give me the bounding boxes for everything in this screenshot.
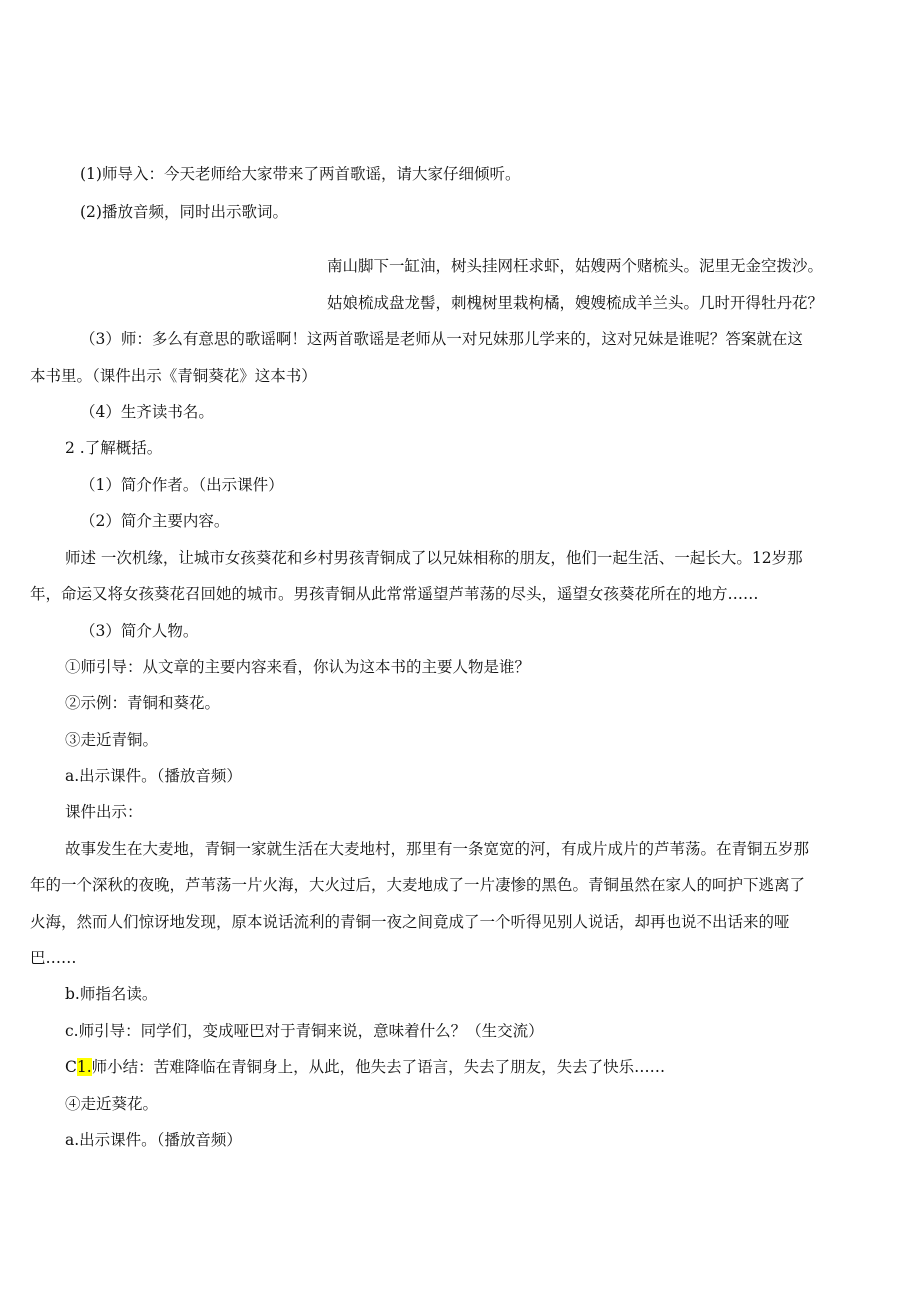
text-line: ③走近青铜。 xyxy=(65,731,159,749)
text-line: a.出示课件。（播放音频） xyxy=(65,767,242,785)
text-line: b.师指名读。 xyxy=(65,985,158,1003)
text-line: 故事发生在大麦地，青铜一家就生活在大麦地村，那里有一条宽宽的河，有成片成片的芦苇荡。在青铜五岁那 xyxy=(65,840,810,858)
text-line: ②示例：青铜和葵花。 xyxy=(65,694,221,712)
text-line: (2)播放音频，同时出示歌词。 xyxy=(80,203,288,221)
c1-marker-highlight: 1. xyxy=(76,1058,92,1076)
text-line: (1)师导入：今天老师给大家带来了两首歌谣，请大家仔细倾听。 xyxy=(80,165,521,183)
text-line: a.出示课件。（播放音频） xyxy=(65,1131,242,1149)
text-line: （2）简介主要内容。 xyxy=(80,512,230,530)
song-lyric-line: 姑娘梳成盘龙髻，刺槐树里栽枸橘，嫂嫂梳成羊兰头。几时开得牡丹花？ xyxy=(327,294,824,312)
text-line: 年，命运又将女孩葵花召回她的城市。男孩青铜从此常常遥望芦苇荡的尽头，遥望女孩葵花所在的地方…… xyxy=(30,585,759,603)
section-heading: 2 .了解概括。 xyxy=(65,439,163,457)
c1-marker-letter: C xyxy=(65,1058,77,1076)
text-line: ④走近葵花。 xyxy=(65,1095,159,1113)
song-lyric-line: 南山脚下一缸油，树头挂网枉求虾，姑嫂两个赌梳头。泥里无金空拨沙。 xyxy=(327,257,824,275)
text-line: c.师引导：同学们，变成哑巴对于青铜来说，意味着什么？（生交流） xyxy=(65,1022,544,1040)
text-line: 课件出示： xyxy=(65,803,143,821)
text-line: （3）简介人物。 xyxy=(80,622,199,640)
text-line xyxy=(65,1056,665,1078)
text-line: 巴…… xyxy=(30,949,77,967)
text-line: 本书里。（课件出示《青铜葵花》这本书） xyxy=(30,367,317,385)
text-line: 师述 一次机缘，让城市女孩葵花和乡村男孩青铜成了以兄妹相称的朋友，他们一起生活、一起长大。12岁那 xyxy=(65,549,803,567)
text-line: ①师引导：从文章的主要内容来看，你认为这本书的主要人物是谁？ xyxy=(65,658,531,676)
c1-marker xyxy=(65,1058,92,1076)
c1-text: 师小结：苦难降临在青铜身上，从此，他失去了语言，失去了朋友，失去了快乐…… xyxy=(91,1058,666,1076)
text-line: （4）生齐读书名。 xyxy=(80,403,214,421)
text-line: （1）简介作者。（出示课件） xyxy=(80,476,284,494)
text-line: 年的一个深秋的夜晚，芦苇荡一片火海，大火过后，大麦地成了一片凄惨的黑色。青铜虽然在家人的呵护下逃离了 xyxy=(30,876,806,894)
text-line: （3）师：多么有意思的歌谣啊！这两首歌谣是老师从一对兄妹那儿学来的，这对兄妹是谁呢？答案就在这 xyxy=(80,330,803,348)
text-line: 火海，然而人们惊讶地发现，原本说话流利的青铜一夜之间竟成了一个听得见别人说话，却再也说不出话来的哑 xyxy=(30,913,790,931)
